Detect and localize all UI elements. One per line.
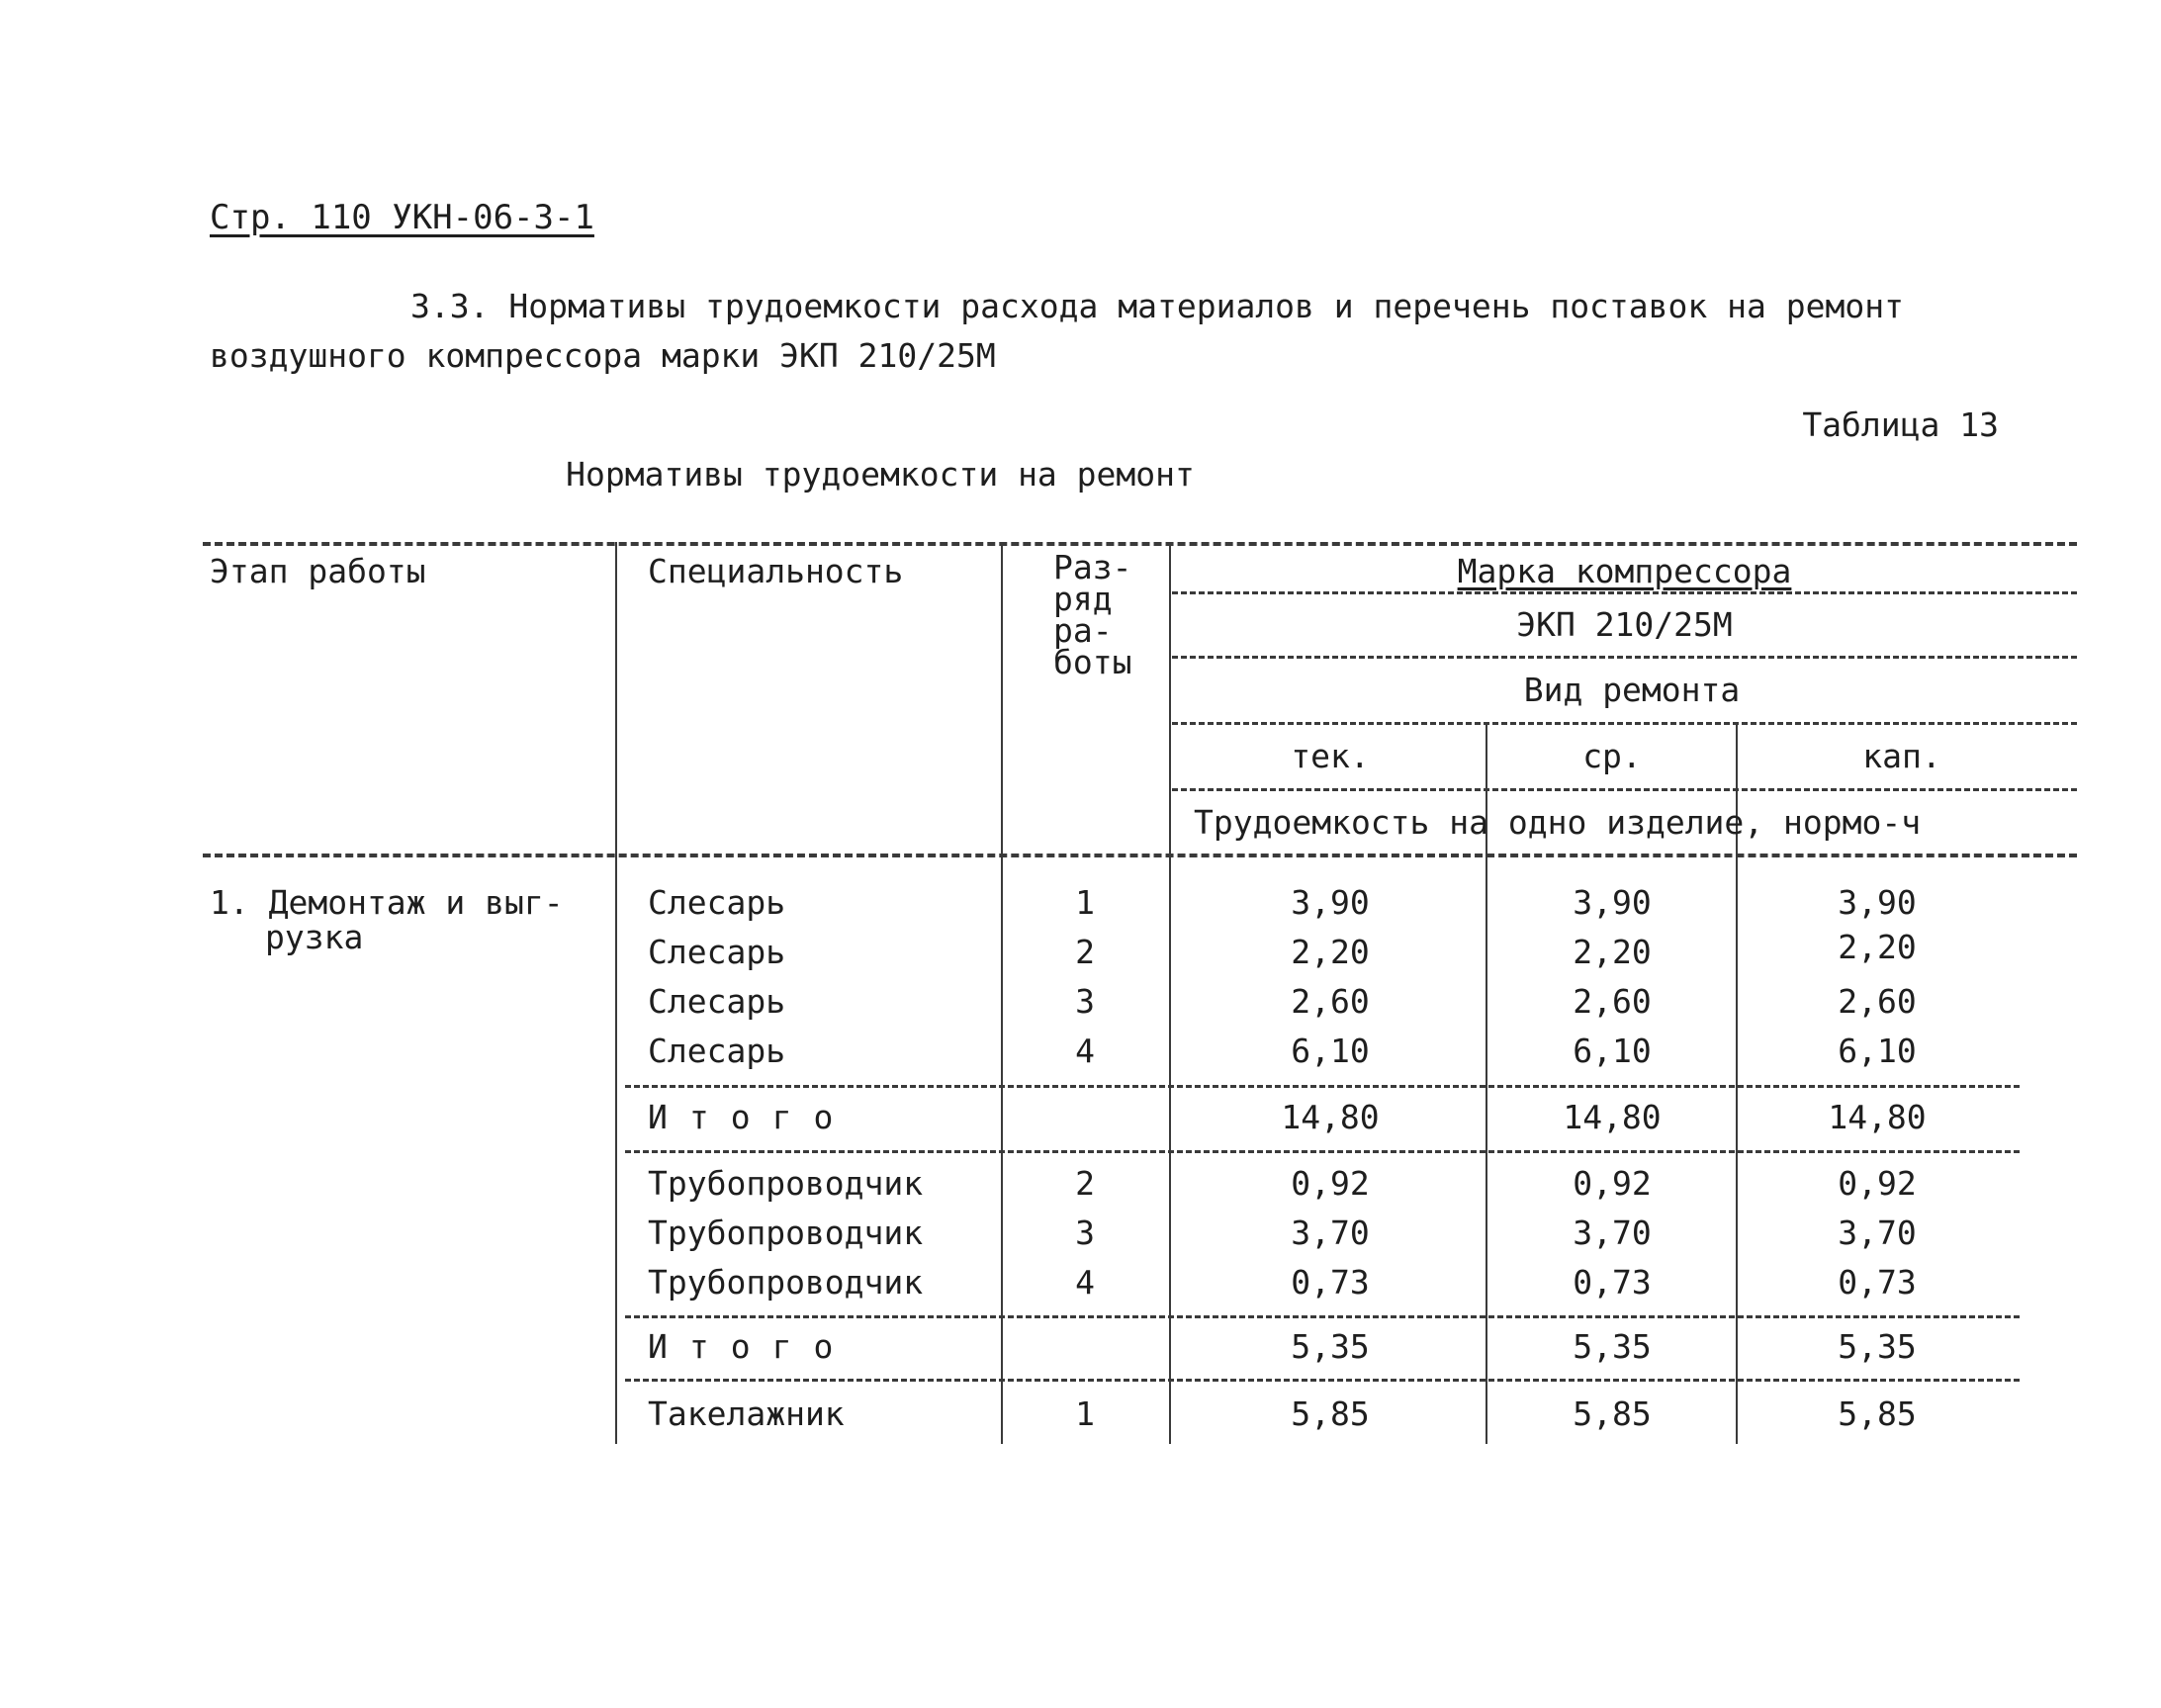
cell-specialty: Трубопроводчик [648,1164,924,1203]
cell-specialty: Трубопроводчик [648,1263,924,1302]
table-title: Нормативы трудоемкости на ремонт [566,455,1195,494]
subtotal-rule-1-top [625,1085,2020,1088]
cell-sr: 3,90 [1573,883,1652,922]
header-specialty: Специальность [648,552,904,590]
header-repair-type: Вид ремонта [1523,671,1741,709]
cell-kap: 0,73 [1838,1263,1917,1302]
cell-specialty: Слесарь [648,982,786,1021]
cell-kap: 5,85 [1838,1394,1917,1433]
cell-tek: 5,85 [1291,1394,1370,1433]
header-tek: тек. [1291,737,1370,775]
cell-kap: 0,92 [1838,1164,1917,1203]
table-top-rule [203,542,2077,546]
cell-specialty: Слесарь [648,933,786,971]
cell-tek: 3,90 [1291,883,1370,922]
column-divider-grade [1169,542,1171,1444]
header-grade-line-1: Раз- [1053,548,1132,586]
cell-sr: 5,35 [1573,1327,1652,1366]
cell-kap: 3,90 [1838,883,1917,922]
cell-kap: 6,10 [1838,1032,1917,1070]
cell-kap: 2,60 [1838,982,1917,1021]
cell-grade: 1 [1075,883,1095,922]
subtotal-rule-2-bottom [625,1379,2020,1382]
cell-tek: 6,10 [1291,1032,1370,1070]
cell-kap: 14,80 [1828,1098,1927,1136]
cell-specialty: Слесарь [648,1032,786,1070]
column-divider-stage [615,542,617,1444]
subtotal-rule-2-top [625,1315,2020,1318]
header-model: ЭКП 210/25М [1516,605,1733,644]
cell-sr: 14,80 [1563,1098,1662,1136]
header-stage: Этап работы [210,552,426,590]
cell-kap: 2,20 [1838,928,1917,966]
header-grade-line-2: ряд [1053,580,1113,618]
cell-grade: 2 [1075,933,1095,971]
model-rule [1172,656,2077,659]
header-grade-line-4: боты [1053,643,1132,681]
header-labor-units: Трудоемкость на одно изделие, нормо-ч [1194,803,1922,842]
repair-type-rule [1172,722,2077,725]
cell-tek: 0,92 [1291,1164,1370,1203]
cell-sr: 3,70 [1573,1214,1652,1252]
cell-sr: 2,20 [1573,933,1652,971]
cell-specialty: Итого [648,1327,855,1366]
brand-rule [1172,591,2077,594]
cell-specialty: Такелажник [648,1394,845,1433]
cell-tek: 2,20 [1291,933,1370,971]
cell-grade: 4 [1075,1032,1095,1070]
stage-line-1: 1. Демонтаж и выг- [210,883,564,922]
cell-sr: 0,73 [1573,1263,1652,1302]
page-reference: Стр. 110 УКН-06-3-1 [210,198,594,237]
cell-sr: 6,10 [1573,1032,1652,1070]
cell-grade: 3 [1075,982,1095,1021]
header-kap: кап. [1862,737,1941,775]
cell-grade: 1 [1075,1394,1095,1433]
table-number-label: Таблица 13 [1802,405,1999,444]
cell-tek: 2,60 [1291,982,1370,1021]
section-heading-line-1: 3.3. Нормативы трудоемкости расхода материалов и перечень поставок на ремонт [410,287,1904,325]
cell-kap: 3,70 [1838,1214,1917,1252]
header-brand: Марка компрессора [1457,552,1792,590]
cell-kap: 5,35 [1838,1327,1917,1366]
cell-sr: 0,92 [1573,1164,1652,1203]
cell-grade: 2 [1075,1164,1095,1203]
cell-tek: 0,73 [1291,1263,1370,1302]
subtotal-rule-1-bottom [625,1150,2020,1153]
cell-specialty: Слесарь [648,883,786,922]
header-sr: ср. [1582,737,1642,775]
cell-grade: 4 [1075,1263,1095,1302]
cell-tek: 3,70 [1291,1214,1370,1252]
cell-tek: 5,35 [1291,1327,1370,1366]
header-bottom-rule [203,854,2077,857]
cell-tek: 14,80 [1281,1098,1380,1136]
section-heading-line-2: воздушного компрессора марки ЭКП 210/25М [210,336,996,375]
cell-grade: 3 [1075,1214,1095,1252]
cell-sr: 5,85 [1573,1394,1652,1433]
cell-specialty: Трубопроводчик [648,1214,924,1252]
cell-specialty: Итого [648,1098,855,1136]
header-grade-line-3: ра- [1053,611,1113,650]
cell-sr: 2,60 [1573,982,1652,1021]
subcolumn-rule [1172,788,2077,791]
stage-line-2: рузка [265,918,364,956]
